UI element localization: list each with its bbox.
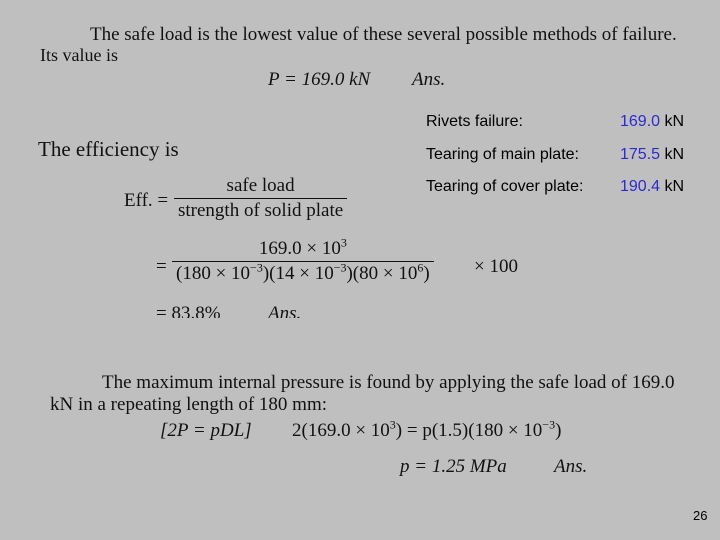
efficiency-equals: =	[156, 256, 167, 277]
safe-load-line-2: Its value is	[40, 45, 118, 65]
pressure-bracket: [2P = pDL]	[160, 420, 252, 441]
fraction-2-denominator: $(180 \times 10^{-3})(14 \times 10^{-3})(80 \times 10^6)$	[176, 260, 430, 284]
efficiency-ans: Ans.	[268, 303, 302, 318]
pressure-equation: $2(169.0 \times 10^3) = p(1.5)(180 \times 10^{-3})$	[292, 417, 562, 441]
efficiency-result: = 83.8%	[156, 303, 221, 318]
safe-load-line-1: The safe load is the lowest value of these several possible methods of failure.	[90, 24, 677, 45]
row-main-plate-value: 175.5 kN	[620, 146, 685, 163]
safe-load-equation: P = 169.0 kN	[268, 69, 371, 90]
efficiency-lhs: Eff. =	[124, 190, 169, 211]
pressure-line-1: The maximum internal pressure is found by applying the safe load of 169.0	[102, 372, 675, 393]
pressure-result: p = 1.25 MPa	[400, 456, 507, 477]
row-cover-plate-value: 190.4 kN	[620, 178, 685, 195]
safe-load-ans: Ans.	[412, 69, 446, 90]
pressure-line-2: kN in a repeating length of 180 mm:	[50, 394, 328, 415]
pressure-ans: Ans.	[554, 456, 588, 477]
fraction-1-numerator: safe load	[174, 175, 347, 199]
efficiency-fraction-1	[174, 175, 347, 222]
row-rivets-label: Rivets failure:	[426, 113, 523, 130]
fraction-2-numerator: $169.0 \times 10^3$	[172, 238, 434, 262]
efficiency-result-clipped	[150, 302, 310, 318]
efficiency-fraction-2	[172, 235, 434, 285]
row-main-plate-label: Tearing of main plate:	[426, 146, 579, 163]
efficiency-heading: The efficiency is	[38, 137, 179, 161]
row-rivets-value: 169.0 kN	[620, 113, 685, 130]
page-number: 26	[693, 508, 708, 523]
fraction-1-denominator: strength of solid plate	[178, 200, 344, 221]
efficiency-times-100: × 100	[474, 256, 518, 277]
row-cover-plate-label: Tearing of cover plate:	[426, 178, 584, 195]
